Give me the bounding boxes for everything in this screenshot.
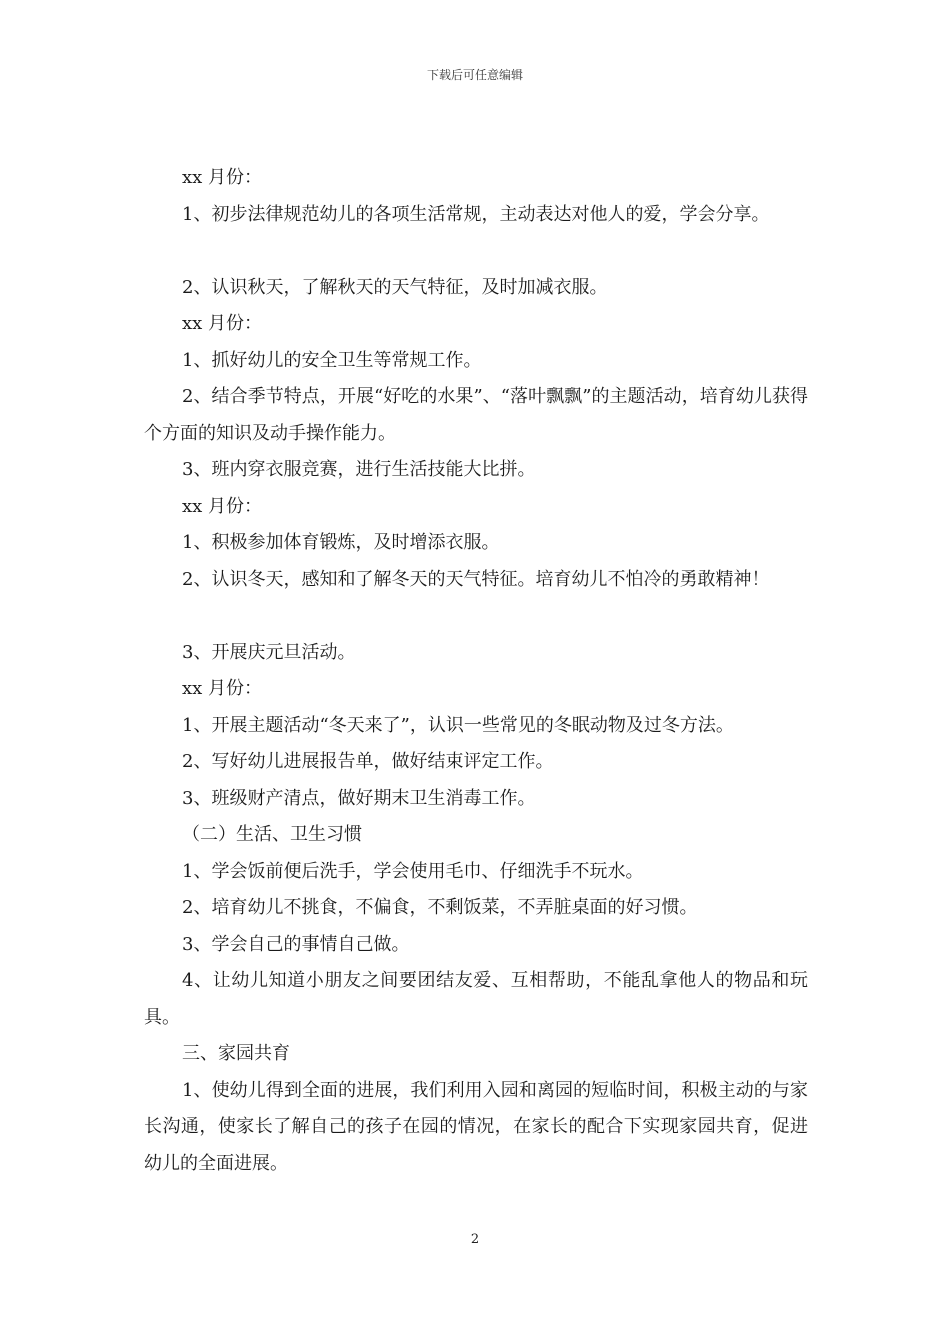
month-heading: xx 月份：: [182, 313, 263, 334]
list-item: 1、使幼儿得到全面的进展，我们利用入园和离园的短临时间，积极主动的与家长沟通，使家长了解自己的孩子在园的情况，在家长的配合下实现家园共育，促进幼儿的全面进展。: [144, 1079, 808, 1174]
list-item: 3、班内穿衣服竞赛，进行生活技能大比拼。: [182, 459, 536, 480]
section-heading: （二）生活、卫生习惯: [182, 824, 362, 845]
list-item: 1、学会饭前便后洗手，学会使用毛巾、仔细洗手不玩水。: [182, 860, 644, 882]
section-heading: 三、家园共育: [182, 1043, 290, 1064]
list-item: 3、班级财产清点，做好期末卫生消毒工作。: [182, 787, 536, 809]
list-item: 2、认识冬天，感知和了解冬天的天气特征。培育幼儿不怕冷的勇敢精神！: [182, 568, 770, 590]
blank-line: [144, 598, 808, 635]
list-item: 2、写好幼儿进展报告单，做好结束评定工作。: [182, 751, 554, 772]
list-item: 1、初步法律规范幼儿的各项生活常规，主动表达对他人的爱，学会分享。: [182, 203, 770, 225]
page-header-note: 下载后可任意编辑: [426, 68, 523, 82]
list-item: 1、积极参加体育锻炼，及时增添衣服。: [182, 532, 500, 553]
month-heading: xx 月份：: [182, 678, 263, 699]
list-item: 3、学会自己的事情自己做。: [182, 933, 410, 955]
list-item: 1、开展主题活动“冬天来了”，认识一些常见的冬眠动物及过冬方法。: [182, 714, 734, 736]
list-item: 3、开展庆元旦活动。: [182, 641, 356, 663]
blank-line: [144, 233, 808, 270]
list-item: 4、让幼儿知道小朋友之间要团结友爱、互相帮助，不能乱拿他人的物品和玩具。: [144, 970, 808, 1028]
list-item: 2、结合季节特点，开展“好吃的水果”、“落叶飘飘”的主题活动，培育幼儿获得个方面的知识及动手操作能力。: [144, 386, 808, 444]
page-number: 2: [470, 1232, 480, 1247]
list-item: 2、认识秋天，了解秋天的天气特征，及时加减衣服。: [182, 276, 608, 298]
document-body: [144, 160, 808, 1182]
list-item: 1、抓好幼儿的安全卫生等常规工作。: [182, 349, 482, 371]
month-heading: xx 月份：: [182, 167, 263, 188]
list-item: 2、培育幼儿不挑食，不偏食，不剩饭菜，不弄脏桌面的好习惯。: [182, 897, 698, 918]
month-heading: xx 月份：: [182, 495, 263, 517]
